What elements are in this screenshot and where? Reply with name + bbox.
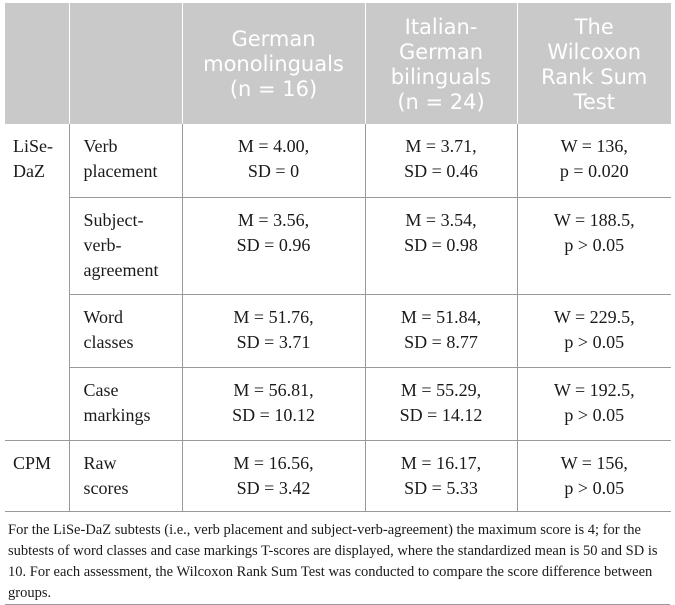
table-footnote: For the LiSe-DaZ subtests (i.e., verb placement and subject-verb-agreement) the maximum score is 4; for the subtests of word classes and case markings T-scores are displayed, where the standardized mean is 50 and SD is 10. For each assessment, the Wilcoxon Rank Sum Test was conducted to compare the score difference between groups. [5, 520, 670, 605]
header-line: Rank Sum [541, 64, 648, 89]
p-value: p > 0.05 [564, 234, 625, 255]
subtest-label: Word [83, 306, 124, 327]
group-label: LiSe- [13, 136, 53, 156]
mean-value: M = 56.81, [233, 379, 314, 400]
table-row [5, 124, 671, 197]
sd-value: SD = 0.46 [404, 161, 478, 181]
italian-value-cell [365, 124, 517, 197]
header-line: (n = 24) [397, 89, 485, 114]
group-cell-cpm [5, 440, 69, 511]
p-value: p > 0.05 [564, 404, 625, 425]
test-value-cell [517, 197, 671, 294]
header-line: bilinguals [390, 64, 492, 89]
subtest-cell [69, 294, 182, 367]
header-empty-group [5, 3, 69, 124]
p-value: p > 0.05 [564, 331, 625, 352]
mean-value: M = 16.56, [233, 452, 314, 473]
mean-value: M = 3.71, [405, 136, 477, 156]
subtest-label: scores [83, 477, 129, 498]
group-label: DaZ [13, 161, 45, 181]
subtest-label: classes [83, 331, 134, 352]
p-value: p = 0.020 [559, 161, 629, 181]
test-value-cell [517, 124, 671, 197]
header-line: Test [573, 89, 615, 114]
german-value-cell [182, 197, 365, 294]
subtest-label: Verb [83, 136, 118, 156]
p-value: p > 0.05 [564, 477, 625, 498]
table-row [5, 440, 671, 511]
group-cell-lise-daz [5, 124, 69, 440]
subtest-cell [69, 367, 182, 440]
table-row [5, 294, 671, 367]
sd-value: SD = 0.98 [404, 234, 478, 255]
header-italian-german-bilinguals [365, 3, 517, 124]
subtest-label: agreement [83, 259, 159, 280]
header-line: German [231, 27, 316, 51]
mean-value: M = 55.29, [400, 379, 482, 400]
header-wilcoxon-test [517, 3, 671, 124]
subtest-cell [69, 197, 182, 294]
italian-value-cell [365, 197, 517, 294]
german-value-cell [182, 124, 365, 197]
subtest-label: Subject- [83, 209, 144, 230]
header-line: German [398, 39, 484, 64]
mean-value: M = 4.00, [237, 136, 310, 156]
w-statistic: W = 229.5, [553, 306, 635, 327]
w-statistic: W = 156, [560, 452, 628, 473]
subtest-cell [69, 440, 182, 511]
header-empty-subtest [69, 3, 182, 124]
sd-value: SD = 0.96 [236, 234, 311, 255]
italian-value-cell [365, 367, 517, 440]
sd-value: SD = 8.77 [404, 331, 478, 352]
header-row [5, 3, 671, 124]
subtest-cell [69, 124, 182, 197]
header-line: monolinguals [203, 52, 344, 76]
header-line: Wilcoxon [547, 39, 642, 64]
sd-value: SD = 3.71 [236, 331, 311, 352]
german-value-cell [182, 367, 365, 440]
group-label: CPM [13, 452, 52, 473]
table-row [5, 197, 671, 294]
test-value-cell [517, 440, 671, 511]
german-value-cell [182, 440, 365, 511]
mean-value: M = 3.54, [405, 209, 477, 230]
w-statistic: W = 188.5, [553, 209, 635, 230]
sd-value: SD = 3.42 [236, 477, 311, 498]
table-row [5, 367, 671, 440]
w-statistic: W = 192.5, [553, 379, 635, 400]
header-german-monolinguals [182, 3, 365, 124]
test-value-cell [517, 294, 671, 367]
header-line: The [574, 14, 614, 39]
sd-value: SD = 14.12 [399, 404, 483, 425]
italian-value-cell [365, 440, 517, 511]
w-statistic: W = 136, [560, 136, 628, 156]
subtest-label: Raw [83, 452, 117, 473]
sd-value: SD = 0 [247, 161, 300, 181]
results-table [5, 3, 671, 512]
header-line: (n = 16) [229, 77, 318, 101]
sd-value: SD = 10.12 [232, 404, 315, 425]
italian-value-cell [365, 294, 517, 367]
sd-value: SD = 5.33 [404, 477, 478, 498]
mean-value: M = 3.56, [237, 209, 310, 230]
subtest-label: markings [83, 404, 151, 425]
german-value-cell [182, 294, 365, 367]
test-value-cell [517, 367, 671, 440]
subtest-label: verb- [83, 234, 122, 255]
mean-value: M = 51.84, [400, 306, 482, 327]
results-table-container [5, 3, 671, 605]
subtest-label: placement [83, 161, 158, 181]
header-line: Italian- [404, 14, 478, 39]
mean-value: M = 16.17, [400, 452, 482, 473]
mean-value: M = 51.76, [233, 306, 314, 327]
subtest-label: Case [83, 379, 119, 400]
